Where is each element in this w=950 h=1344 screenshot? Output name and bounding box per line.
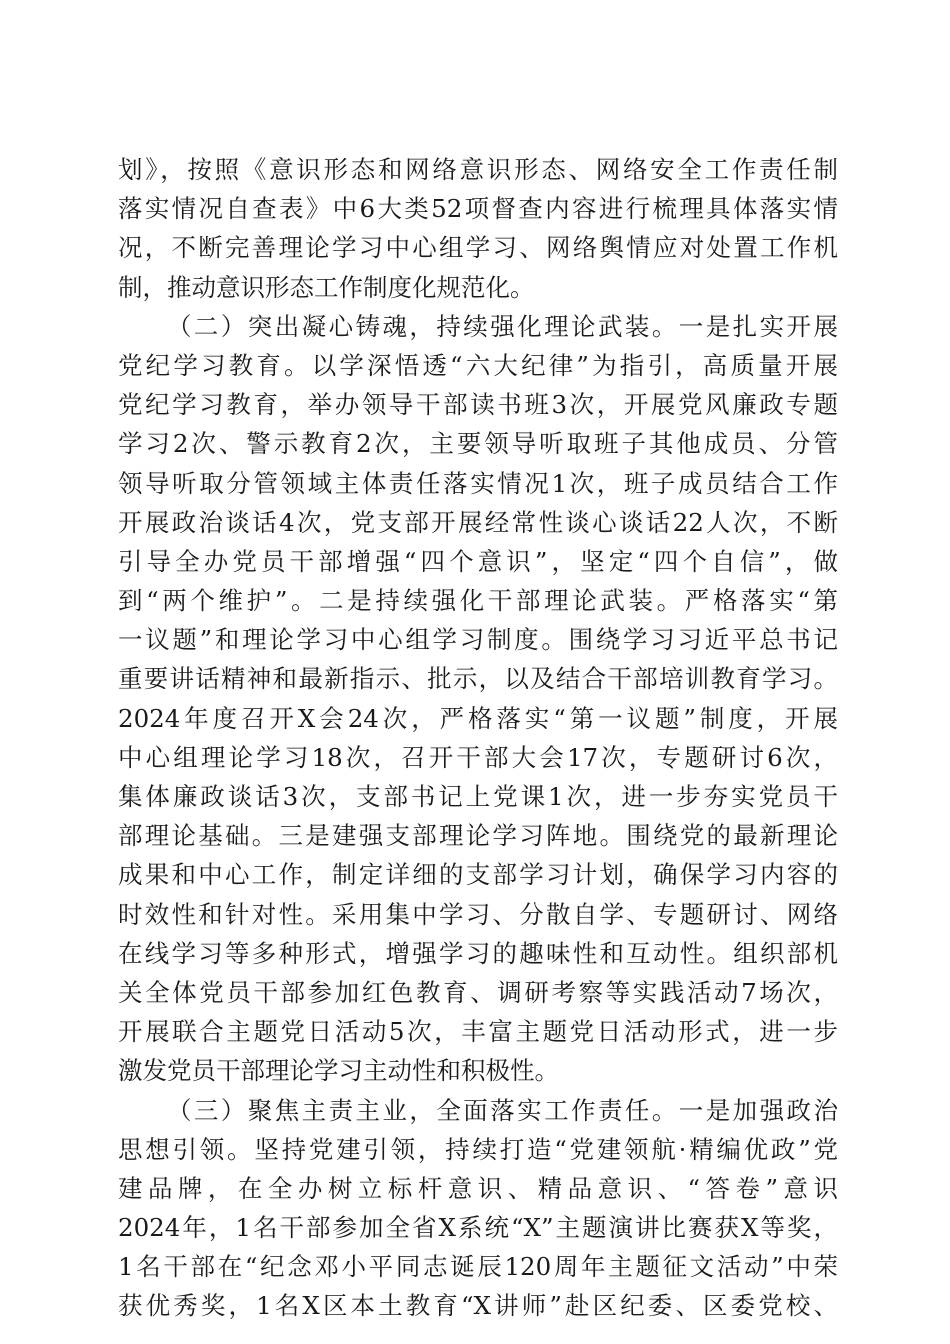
text-line: 党纪学习教育。以学深悟透“六大纪律”为指引，高质量开展 bbox=[118, 350, 838, 380]
text-line: 2024年度召开X会24次，严格落实“第一议题”制度，开展 bbox=[118, 703, 838, 733]
section-heading-line: （三）聚焦主责主业，全面落实工作责任。一是加强政治 bbox=[167, 1095, 838, 1125]
text-line: 激发党员干部理论学习主动性和积极性。 bbox=[118, 1056, 559, 1086]
document-body bbox=[118, 150, 838, 1326]
section-heading-line: （二）突出凝心铸魂，持续强化理论武装。一是扎实开展 bbox=[167, 311, 838, 341]
text-line: 开展联合主题党日活动5次，丰富主题党日活动形式，进一步 bbox=[118, 1017, 838, 1047]
text-line: 成果和中心工作，制定详细的支部学习计划，确保学习内容的 bbox=[118, 860, 838, 890]
text-line: 2024年，1名干部参加全省X系统“X”主题演讲比赛获X等奖， bbox=[118, 1213, 838, 1243]
text-line: 况，不断完善理论学习中心组学习、网络舆情应对处置工作机 bbox=[118, 233, 838, 263]
text-line: 建品牌，在全办树立标杆意识、精品意识、“答卷”意识 bbox=[118, 1173, 838, 1203]
text-line: 集体廉政谈话3次，支部书记上党课1次，进一步夯实党员干 bbox=[118, 782, 838, 811]
text-line: 引导全办党员干部增强“四个意识”，坚定“四个自信”，做 bbox=[118, 546, 838, 576]
text-line: 学习2次、警示教育2次，主要领导听取班子其他成员、分管 bbox=[118, 429, 838, 459]
text-line: 1名干部在“纪念邓小平同志诞辰120周年主题征文活动”中荣 bbox=[118, 1252, 838, 1282]
text-line: 划》，按照《意识形态和网络意识形态、网络安全工作责任制 bbox=[118, 155, 838, 184]
text-line: 在线学习等多种形式，增强学习的趣味性和互动性。组织部机 bbox=[118, 938, 838, 968]
text-line: 中心组理论学习18次，召开干部大会17次，专题研讨6次， bbox=[118, 742, 838, 772]
text-line: 一议题”和理论学习中心组学习制度。围绕学习习近平总书记 bbox=[118, 625, 838, 655]
text-line: 落实情况自查表》中6大类52项督查内容进行梳理具体落实情 bbox=[118, 194, 838, 224]
text-line: 关全体党员干部参加红色教育、调研考察等实践活动7场次， bbox=[118, 977, 838, 1007]
text-line: 制，推动意识形态工作制度化规范化。 bbox=[118, 272, 535, 302]
text-line: 部理论基础。三是建强支部理论学习阵地。围绕党的最新理论 bbox=[118, 821, 838, 851]
text-line: 开展政治谈话4次，党支部开展经常性谈心谈话22人次，不断 bbox=[118, 507, 838, 537]
text-line: 重要讲话精神和最新指示、批示，以及结合干部培训教育学习。 bbox=[118, 664, 838, 694]
text-line: 时效性和针对性。采用集中学习、分散自学、专题研讨、网络 bbox=[118, 899, 838, 929]
text-line: 获优秀奖，1名X区本土教育“X讲师”赴区纪委、区委党校、 bbox=[118, 1291, 838, 1321]
text-line: 到“两个维护”。二是持续强化干部理论武装。严格落实“第 bbox=[118, 586, 838, 616]
text-line: 思想引领。坚持党建引领，持续打造“党建领航·精编优政”党 bbox=[118, 1134, 838, 1164]
text-line: 党纪学习教育，举办领导干部读书班3次，开展党风廉政专题 bbox=[118, 390, 838, 420]
text-line: 领导听取分管领域主体责任落实情况1次，班子成员结合工作 bbox=[118, 468, 838, 498]
